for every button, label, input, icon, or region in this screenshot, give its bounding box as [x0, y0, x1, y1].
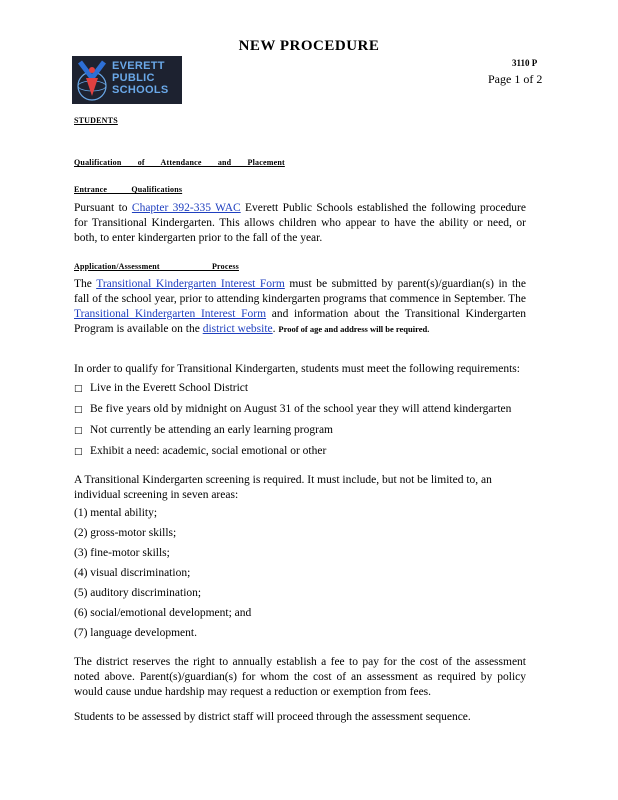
final-paragraph: Students to be assessed by district staff will proceed through the assessment sequence. [74, 711, 471, 723]
screening-area: (6) social/emotional development; and [74, 607, 252, 619]
chapter-wac-link[interactable]: Chapter 392-335 WAC [131, 202, 241, 214]
heading-qualification: Qualification of Attendance and Placement [74, 158, 285, 167]
interest-form-link[interactable]: Transitional Kindergarten Interest Form [96, 278, 285, 290]
heading-entrance: Entrance Qualifications [74, 185, 183, 194]
procedure-code: 3110 P [512, 58, 538, 68]
requirement-item: □ Live in the Everett School District [74, 382, 249, 394]
screening-intro: A Transitional Kindergarten screening is required. It must include, but not be limited to, an individual screening in seven areas: [74, 474, 492, 501]
requirements-intro: In order to qualify for Transitional Kindergarten, students must meet the following requirements: [74, 363, 520, 375]
page-title: NEW PROCEDURE [238, 38, 380, 54]
paragraph-application: The Transitional Kindergarten Interest Form must be submitted by parent(s)/guardian(s) in the fall of the school year, prior to attending kindergarten programs that commence in September. The Transitional Kindergarten Interest Form and information about the Transitional Kindergarten Program is available on the district website. Proof of age and address will be required. [74, 278, 526, 335]
screening-area: (5) auditory discrimination; [74, 587, 202, 599]
section-heading-students: STUDENTS [74, 116, 118, 125]
screening-area: (7) language development. [74, 627, 197, 639]
proof-required-note: Proof of age and address will be required. [278, 324, 430, 334]
screening-area: (1) mental ability; [74, 507, 158, 519]
fee-paragraph: The district reserves the right to annually establish a fee to pay for the cost of the assessment noted above. Parent(s)/guardian(s) for whom the cost of an assessment as required by policy would cause undue hardship may request a reduction or exemption from fees. [74, 656, 526, 698]
paragraph-entrance: Pursuant to Chapter 392-335 WAC Everett Public Schools established the following procedure for Transitional Kindergarten. This allows children who appear to have the ability or need, or both, to enter kindergarten prior to the fall of the year. [74, 202, 526, 244]
screening-area: (2) gross-motor skills; [74, 527, 177, 539]
requirement-item: □ Be five years old by midnight on August 31 of the school year they will attend kindergarten [74, 403, 512, 415]
everett-public-schools-logo [72, 56, 182, 104]
screening-area: (4) visual discrimination; [74, 567, 191, 579]
checkbox-bullet-icon: □ [74, 405, 83, 415]
interest-form-link-2[interactable]: Transitional Kindergarten Interest Form [74, 308, 267, 320]
checkbox-bullet-icon: □ [74, 426, 83, 436]
district-website-link[interactable]: district website [202, 323, 273, 335]
logo-emblem-icon [72, 56, 116, 104]
checkbox-bullet-icon: □ [74, 384, 83, 394]
checkbox-bullet-icon: □ [74, 447, 83, 457]
screening-area: (3) fine-motor skills; [74, 547, 170, 559]
heading-application: Application/Assessment Process [74, 262, 239, 271]
requirement-item: □ Exhibit a need: academic, social emotional or other [74, 445, 327, 457]
page-number: Page 1 of 2 [488, 72, 543, 86]
logo-text: EVERETT PUBLIC SCHOOLS [112, 60, 169, 96]
requirement-item: □ Not currently be attending an early learning program [74, 424, 334, 436]
